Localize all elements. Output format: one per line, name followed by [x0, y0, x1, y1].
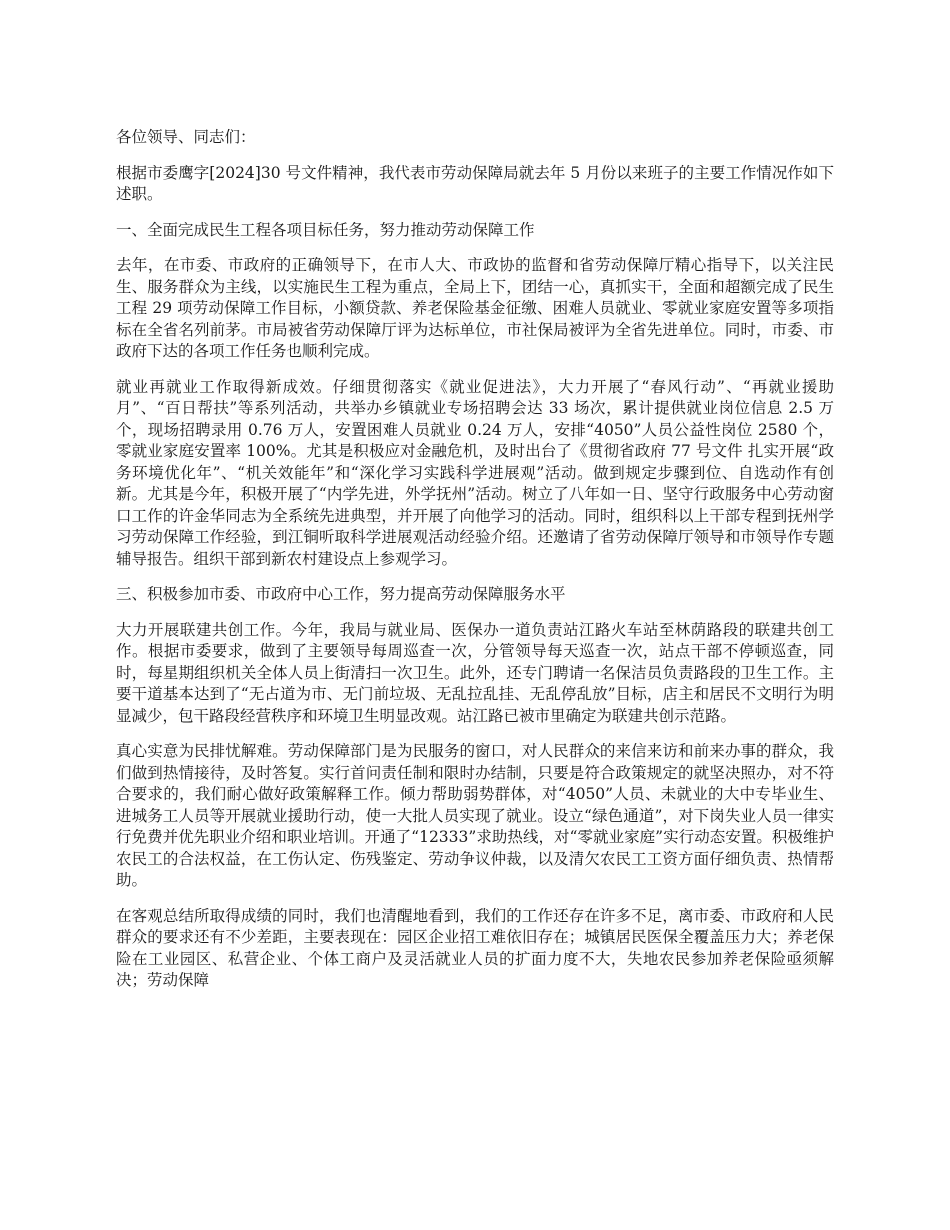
paragraph: 在客观总结所取得成绩的同时，我们也清醒地看到，我们的工作还存在许多不足，离市委、市政府和人民群众的要求还有不少差距，主要表现在：园区企业招工难依旧存在；城镇居民医保全覆盖压力大；养老保险在工业园区、私营企业、个体工商户及灵活就业人员的扩面力度不大，失地农民参加养老保险亟须解决；劳动保障	[116, 906, 834, 989]
intro-paragraph: 根据市委鹰字[2024]30 号文件精神，我代表市劳动保障局就去年 5 月份以来班子的主要工作情况作如下述职。	[116, 163, 834, 203]
paragraph: 就业再就业工作取得新成效。仔细贯彻落实《就业促进法》，大力开展了“春风行动”、“再就业援助月”、“百日帮扶”等系列活动，共举办乡镇就业专场招聘会达 33 场次，累计提供就业岗位信息 2.5 万个，现场招聘录用 0.76 万人，安置困难人员就业 0.24 万人，安排“4050”人员公益性岗位 2580 个，零就业家庭安置率 100%。尤其是积极应对金融危机，及时出台了《贯彻省政府 77 号文件 扎实开展“政务环境优化年”、“机关效能年”和“深化学习实践科学进展观”活动。做到规定步骤到位、自选动作有创新。尤其是今年，积极开展了“内学先进，外学抚州”活动。树立了八年如一日、坚守行政服务中心劳动窗口工作的许金华同志为全系统先进典型，并开展了向他学习的活动。同时，组织科以上干部专程到抚州学习劳动保障工作经验，到江铜听取科学进展观活动经验介绍。还邀请了省劳动保障厅领导和市领导作专题辅导报告。组织干部到新农村建设点上参观学习。	[116, 377, 834, 568]
section-heading-1: 一、全面完成民生工程各项目标任务，努力推动劳动保障工作	[116, 220, 535, 239]
document-body	[116, 127, 834, 1006]
paragraph: 真心实意为民排忧解难。劳动保障部门是为民服务的窗口，对人民群众的来信来访和前来办事的群众，我们做到热情接待，及时答复。实行首问责任制和限时办结制，只要是符合政策规定的就坚决照办，对不符合要求的，我们耐心做好政策解释工作。倾力帮助弱势群体，对“4050”人员、未就业的大中专毕业生、进城务工人员等开展就业援助行动，使一大批人员实现了就业。设立“绿色通道”，对下岗失业人员一律实行免费并优先职业介绍和职业培训。开通了“12333”求助热线，对“零就业家庭”实行动态安置。积极维护农民工的合法权益，在工伤认定、伤残鉴定、劳动争议仲裁，以及清欠农民工工资方面仔细负责、热情帮助。	[116, 742, 834, 889]
paragraph: 大力开展联建共创工作。今年，我局与就业局、医保办一道负责站江路火车站至林荫路段的联建共创工作。根据市委要求，做到了主要领导每周巡查一次，分管领导每天巡查一次，站点干部不停顿巡查，同时，每星期组织机关全体人员上街清扫一次卫生。此外，还专门聘请一名保洁员负责路段的卫生工作。主要干道基本达到了“无占道为市、无门前垃圾、无乱拉乱挂、无乱停乱放”目标，店主和居民不文明行为明显减少，包干路段经营秩序和环境卫生明显改观。站江路已被市里确定为联建共创示范路。	[116, 620, 834, 725]
salutation: 各位领导、同志们：	[116, 128, 256, 146]
section-heading-3: 三、积极参加市委、市政府中心工作，努力提高劳动保障服务水平	[116, 585, 566, 603]
paragraph: 去年，在市委、市政府的正确领导下，在市人大、市政协的监督和省劳动保障厅精心指导下，以关注民生、服务群众为主线，以实施民生工程为重点，全局上下，团结一心，真抓实干，全面和超额完成了民生工程 29 项劳动保障工作目标，小额贷款、养老保险基金征缴、困难人员就业、零就业家庭安置等多项指标在全省名列前茅。市局被省劳动保障厅评为达标单位，市社保局被评为全省先进单位。同时，市委、市政府下达的各项工作任务也顺利完成。	[116, 256, 834, 360]
